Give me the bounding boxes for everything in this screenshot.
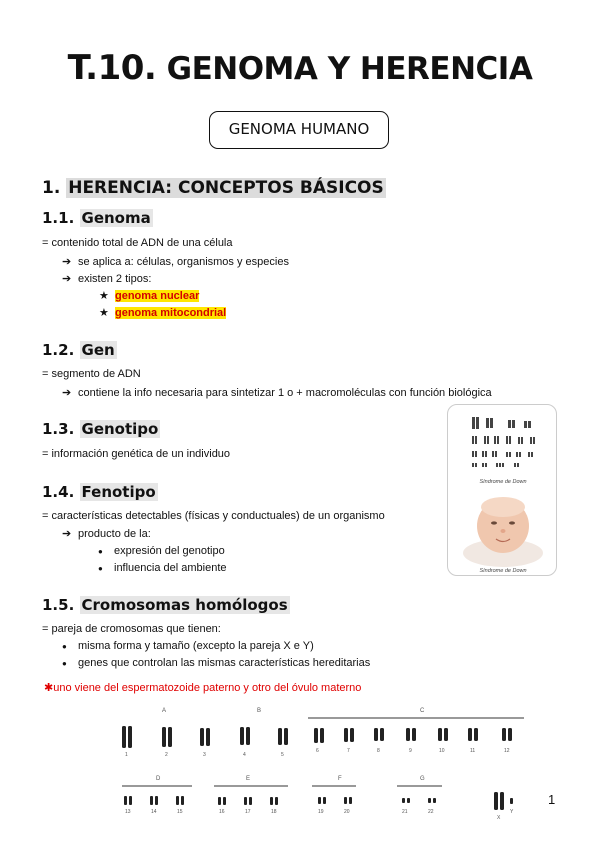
list-item-text: se aplica a: células, organismos y especies — [78, 256, 289, 268]
title-text: GENOMA Y HERENCIA — [166, 51, 533, 87]
heading-genotipo — [42, 420, 160, 438]
group-label: E — [246, 776, 251, 782]
group-label: D — [156, 776, 161, 782]
arrow-right-icon: ➔ — [62, 387, 72, 399]
section-title: HERENCIA: CONCEPTOS BÁSICOS — [68, 178, 384, 198]
list-item — [99, 306, 226, 319]
list-item — [62, 272, 151, 285]
karyotype-figure — [112, 700, 526, 832]
chromosome-number: 14 — [151, 809, 157, 815]
karyotype-row-bottom — [122, 776, 514, 821]
bullet-icon: ● — [62, 641, 67, 651]
highlighted-term: genoma nuclear — [115, 290, 200, 302]
heading-text: Cromosomas homólogos — [81, 596, 288, 614]
list-item-text: producto de la: — [78, 528, 151, 540]
star-icon: ★ — [99, 307, 109, 319]
down-syndrome-card — [447, 404, 557, 576]
list-item — [62, 255, 289, 268]
genotipo-definition: = información genética de un individuo — [42, 448, 231, 460]
chromosome-number: 22 — [428, 809, 434, 815]
list-item — [62, 640, 314, 652]
page-title — [0, 48, 600, 88]
gen-definition: = segmento de ADN — [42, 368, 141, 380]
chromosome-number: 15 — [177, 809, 183, 815]
note-text: uno viene del espermatozoide paterno y otro del óvulo materno — [53, 682, 362, 694]
chromosome-number: 19 — [318, 809, 324, 815]
asterisk-icon: ✱ — [44, 682, 54, 694]
heading-number: 1.1. — [42, 209, 75, 227]
topic-box: GENOMA HUMANO — [209, 111, 389, 149]
cromosomas-definition: = pareja de cromosomas que tienen: — [42, 623, 221, 635]
heading-gen — [42, 341, 117, 359]
chromosome-number: 4 — [243, 752, 246, 758]
list-item — [62, 386, 492, 399]
highlighted-term: genoma mitocondrial — [115, 307, 227, 319]
chromosome-number: 2 — [165, 752, 168, 758]
chromosome-number: 18 — [271, 809, 277, 815]
group-label: B — [257, 708, 262, 714]
list-item-text: contiene la info necesaria para sintetizar 1 o + macromoléculas con función biológica — [78, 387, 492, 399]
list-item — [98, 545, 225, 557]
list-item — [98, 562, 227, 574]
chromosome-number: 13 — [125, 809, 131, 815]
heading-text: Fenotipo — [81, 483, 156, 501]
group-label: F — [338, 776, 342, 782]
group-label: G — [420, 776, 425, 782]
fenotipo-definition: = características detectables (físicas y conductuales) de un organismo — [42, 510, 385, 522]
title-prefix: T.10. — [67, 48, 157, 88]
chromosome-number: 11 — [470, 748, 476, 754]
list-item-text: expresión del genotipo — [114, 545, 225, 557]
heading-number: 1.4. — [42, 483, 75, 501]
chromosome-number: 3 — [203, 752, 206, 758]
bullet-icon: ● — [98, 546, 103, 556]
chromosome-number: 21 — [402, 809, 408, 815]
heading-genoma — [42, 209, 153, 227]
chromosome-number: Y — [510, 809, 514, 815]
chromosome-number: 5 — [281, 752, 284, 758]
arrow-right-icon: ➔ — [62, 528, 72, 540]
list-item-text: existen 2 tipos: — [78, 273, 152, 285]
group-label: A — [162, 708, 167, 714]
bullet-icon: ● — [98, 563, 103, 573]
section-heading — [42, 178, 386, 198]
heading-text: Gen — [81, 341, 115, 359]
heading-text: Genotipo — [81, 420, 159, 438]
page-number: 1 — [548, 792, 556, 807]
chromosome-number: 8 — [377, 748, 380, 754]
arrow-right-icon: ➔ — [62, 256, 72, 268]
group-label: C — [420, 708, 425, 714]
chromosome-number: 10 — [439, 748, 445, 754]
karyotype-row-top — [122, 708, 524, 758]
list-item-text: genes que controlan las mismas características hereditarias — [78, 657, 371, 669]
heading-number: 1.2. — [42, 341, 75, 359]
list-item — [99, 289, 199, 302]
chromosome-number: 7 — [347, 748, 350, 754]
chromosome-number: X — [497, 815, 501, 821]
chromosome-number: 9 — [409, 748, 412, 754]
chromosome-number: 12 — [504, 748, 510, 754]
list-item — [62, 657, 370, 669]
chromosome-number: 17 — [245, 809, 251, 815]
arrow-right-icon: ➔ — [62, 273, 72, 285]
genoma-definition: = contenido total de ADN de una célula — [42, 237, 233, 249]
heading-cromosomas — [42, 596, 290, 614]
bullet-icon: ● — [62, 658, 67, 668]
chromosome-number: 20 — [344, 809, 350, 815]
chromosome-number: 1 — [125, 752, 128, 758]
chromosome-number: 6 — [316, 748, 319, 754]
card-caption-top: Síndrome de Down — [479, 479, 527, 485]
karyotype-thumbnail — [448, 405, 557, 576]
star-icon: ★ — [99, 290, 109, 302]
section-number: 1. — [42, 178, 61, 198]
note-line — [44, 681, 361, 694]
list-item-text: influencia del ambiente — [114, 562, 227, 574]
chromosome-number: 16 — [219, 809, 225, 815]
heading-fenotipo — [42, 483, 158, 501]
heading-number: 1.3. — [42, 420, 75, 438]
list-item-text: misma forma y tamaño (excepto la pareja X e Y) — [78, 640, 314, 652]
heading-number: 1.5. — [42, 596, 75, 614]
heading-text: Genoma — [81, 209, 151, 227]
card-caption-bottom: Síndrome de Down — [479, 568, 527, 574]
list-item — [62, 527, 151, 540]
